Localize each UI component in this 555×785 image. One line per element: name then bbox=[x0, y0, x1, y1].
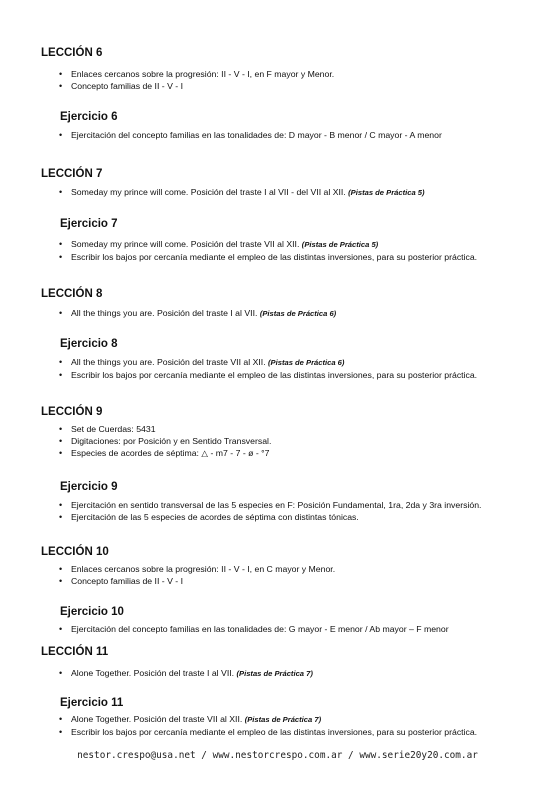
item-text: Alone Together. Posición del traste I al VII. bbox=[71, 668, 237, 678]
list-item bbox=[59, 435, 535, 447]
lesson-heading: LECCIÓN 6 bbox=[41, 47, 103, 59]
item-text: Ejercitación de las 5 especies de acordes de séptima con distintas tónicas. bbox=[71, 512, 359, 522]
list-item bbox=[59, 369, 535, 381]
lesson-heading: LECCIÓN 10 bbox=[41, 546, 109, 558]
item-text: Enlaces cercanos sobre la progresión: II - V - I, en C mayor y Menor. bbox=[71, 564, 336, 574]
item-text: Ejercitación en sentido transversal de las 5 especies en F: Posición Fundamental, 1ra, 2da y 3ra inversión. bbox=[71, 500, 482, 510]
exercise-item-list bbox=[59, 238, 535, 263]
item-text: Ejercitación del concepto familias en las tonalidades de: D mayor - B menor / C mayor - A menor bbox=[71, 130, 442, 140]
list-item bbox=[59, 129, 535, 141]
list-item bbox=[59, 186, 535, 199]
list-item bbox=[59, 68, 535, 80]
item-text: Someday my prince will come. Posición del traste I al VII - del VII al XII. bbox=[71, 187, 349, 197]
lesson-heading: LECCIÓN 8 bbox=[41, 288, 103, 300]
item-text: Enlaces cercanos sobre la progresión: II - V - I, en F mayor y Menor. bbox=[71, 69, 335, 79]
list-item bbox=[59, 713, 535, 726]
list-item bbox=[59, 251, 535, 263]
list-item bbox=[59, 307, 535, 320]
lesson-item-list bbox=[59, 423, 535, 459]
item-text: Digitaciones: por Posición y en Sentido Transversal. bbox=[71, 436, 272, 446]
footer-contact: nestor.crespo@usa.net / www.nestorcrespo.com.ar / www.serie20y20.com.ar bbox=[77, 750, 478, 761]
exercise-heading: Ejercicio 6 bbox=[60, 111, 118, 123]
exercise-item-list bbox=[59, 499, 535, 523]
practice-track-note: (Pistas de Práctica 5) bbox=[301, 240, 379, 249]
exercise-item-list bbox=[59, 129, 535, 141]
lesson-item-list bbox=[59, 186, 535, 199]
list-item bbox=[59, 511, 535, 523]
list-item bbox=[59, 623, 535, 635]
item-text: Alone Together. Posición del traste VII al XII. bbox=[71, 714, 245, 724]
lesson-heading: LECCIÓN 11 bbox=[41, 646, 109, 658]
item-text: All the things you are. Posición del traste VII al XII. bbox=[71, 357, 269, 367]
lesson-heading: LECCIÓN 9 bbox=[41, 406, 103, 418]
exercise-heading: Ejercicio 8 bbox=[60, 338, 118, 350]
item-text: Someday my prince will come. Posición del traste VII al XII. bbox=[71, 239, 302, 249]
practice-track-note: (Pistas de Práctica 7) bbox=[236, 669, 313, 678]
item-text: Especies de acordes de séptima: △ - m7 - 7 - ø - °7 bbox=[71, 448, 270, 458]
exercise-item-list bbox=[59, 713, 535, 738]
list-item bbox=[59, 423, 535, 435]
list-item bbox=[59, 499, 535, 511]
item-text: Escribir los bajos por cercanía mediante el empleo de las distintas inversiones, para su posterior práctica. bbox=[71, 252, 478, 262]
list-item bbox=[59, 238, 535, 251]
exercise-heading: Ejercicio 9 bbox=[60, 481, 118, 493]
list-item bbox=[59, 575, 535, 587]
practice-track-note: (Pistas de Práctica 6) bbox=[268, 358, 345, 367]
list-item bbox=[59, 80, 535, 92]
list-item bbox=[59, 563, 535, 575]
item-text: Ejercitación del concepto familias en las tonalidades de: G mayor - E menor / Ab mayor – F menor bbox=[71, 624, 449, 634]
exercise-item-list bbox=[59, 356, 535, 381]
list-item bbox=[59, 667, 535, 680]
item-text: Concepto familias de II - V - I bbox=[71, 81, 184, 91]
practice-track-note: (Pistas de Práctica 5) bbox=[348, 188, 425, 197]
exercise-heading: Ejercicio 10 bbox=[60, 606, 124, 618]
exercise-item-list bbox=[59, 623, 535, 635]
lesson-item-list bbox=[59, 307, 535, 320]
item-text: Escribir los bajos por cercanía mediante el empleo de las distintas inversiones, para su posterior práctica. bbox=[71, 370, 478, 380]
exercise-heading: Ejercicio 11 bbox=[60, 697, 124, 709]
item-text: Set de Cuerdas: 5431 bbox=[71, 424, 156, 434]
list-item bbox=[59, 726, 535, 738]
item-text: Escribir los bajos por cercanía mediante el empleo de las distintas inversiones, para su posterior práctica. bbox=[71, 727, 478, 737]
item-text: All the things you are. Posición del traste I al VII. bbox=[71, 308, 260, 318]
exercise-heading: Ejercicio 7 bbox=[60, 218, 118, 230]
lesson-item-list bbox=[59, 68, 535, 92]
item-text: Concepto familias de II - V - I bbox=[71, 576, 184, 586]
list-item bbox=[59, 447, 535, 459]
practice-track-note: (Pistas de Práctica 7) bbox=[244, 715, 322, 724]
lesson-item-list bbox=[59, 667, 535, 680]
lesson-heading: LECCIÓN 7 bbox=[41, 168, 103, 180]
lesson-item-list bbox=[59, 563, 535, 587]
practice-track-note: (Pistas de Práctica 6) bbox=[259, 309, 337, 318]
list-item bbox=[59, 356, 535, 369]
